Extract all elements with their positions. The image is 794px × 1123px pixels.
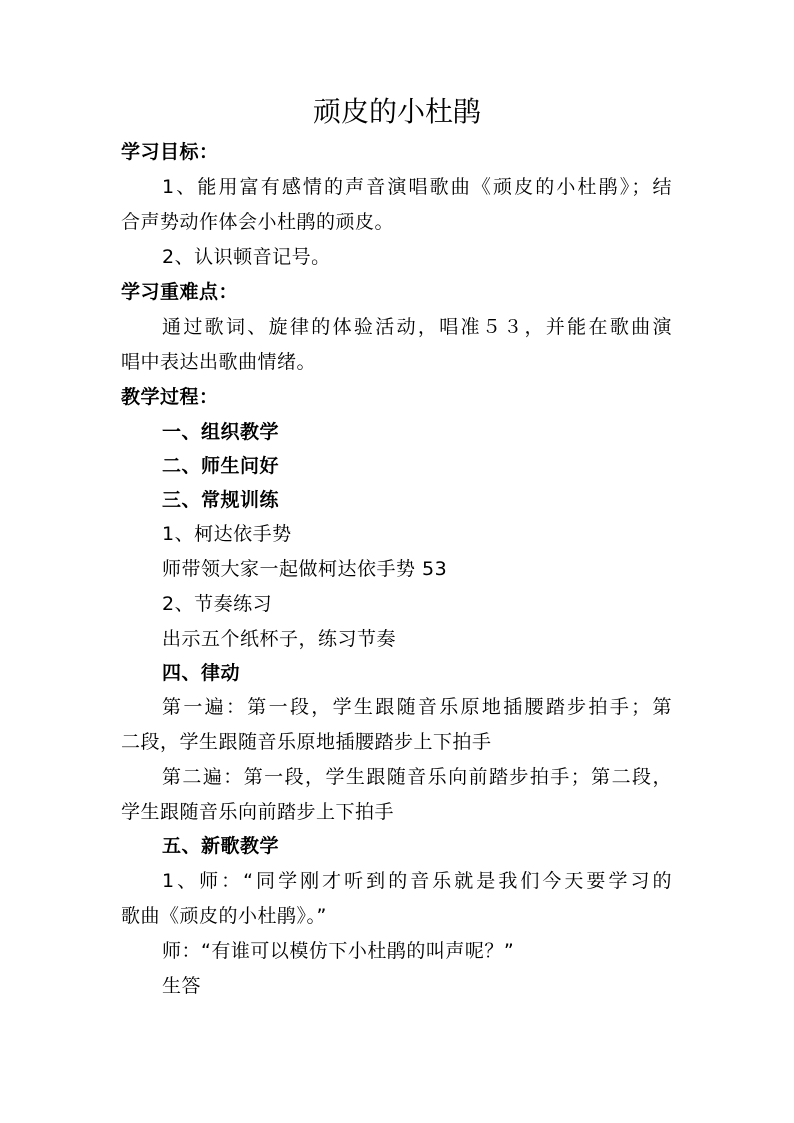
step-4-pass-2-line-1: 第二遍：第一段，学生跟随音乐向前踏步拍手；第二段，	[162, 766, 672, 788]
step-5-answer: 生答	[162, 975, 202, 997]
key-points-heading: 学习重难点：	[121, 281, 239, 303]
step-4-pass-2-line-2: 学生跟随音乐向前踏步上下拍手	[121, 801, 395, 823]
step-4-pass-1-line-2: 二段，学生跟随音乐原地插腰踏步上下拍手	[121, 731, 492, 753]
step-5-item-1-line-2: 歌曲《顽皮的小杜鹃》。”	[121, 905, 327, 927]
step-5-item-1-line-1: 1、师：“同学刚才听到的音乐就是我们今天要学习的	[162, 870, 672, 892]
objectives-heading: 学习目标：	[121, 141, 219, 163]
objective-1-line-1: 1、能用富有感情的声音演唱歌曲《顽皮的小杜鹃》；结	[162, 176, 672, 198]
objective-1-line-2: 合声势动作体会小杜鹃的顽皮。	[121, 211, 395, 233]
step-3-heading: 三、常规训练	[162, 489, 280, 511]
step-3-item-2-detail: 出示五个纸杯子，练习节奏	[162, 628, 397, 650]
step-3-item-1: 1、柯达依手势	[162, 523, 292, 545]
key-points-line-2: 唱中表达出歌曲情绪。	[121, 351, 317, 373]
step-3-item-2: 2、节奏练习	[162, 593, 273, 615]
step-5-question: 师：“有谁可以模仿下小杜鹃的叫声呢？”	[162, 940, 515, 962]
document-title: 顽皮的小杜鹃	[312, 95, 481, 128]
objective-2: 2、认识顿音记号。	[162, 246, 331, 268]
key-points-line-1: 通过歌词、旋律的体验活动，唱准５３，并能在歌曲演	[162, 316, 672, 338]
step-1-heading: 一、组织教学	[162, 421, 280, 443]
step-4-heading: 四、律动	[162, 662, 241, 684]
step-5-heading: 五、新歌教学	[162, 835, 280, 857]
step-3-item-1-detail: 师带领大家一起做柯达依手势 53	[162, 558, 448, 580]
step-4-pass-1-line-1: 第一遍：第一段，学生跟随音乐原地插腰踏步拍手；第	[162, 696, 672, 718]
process-heading: 教学过程：	[121, 386, 219, 408]
step-2-heading: 二、师生问好	[162, 455, 280, 477]
